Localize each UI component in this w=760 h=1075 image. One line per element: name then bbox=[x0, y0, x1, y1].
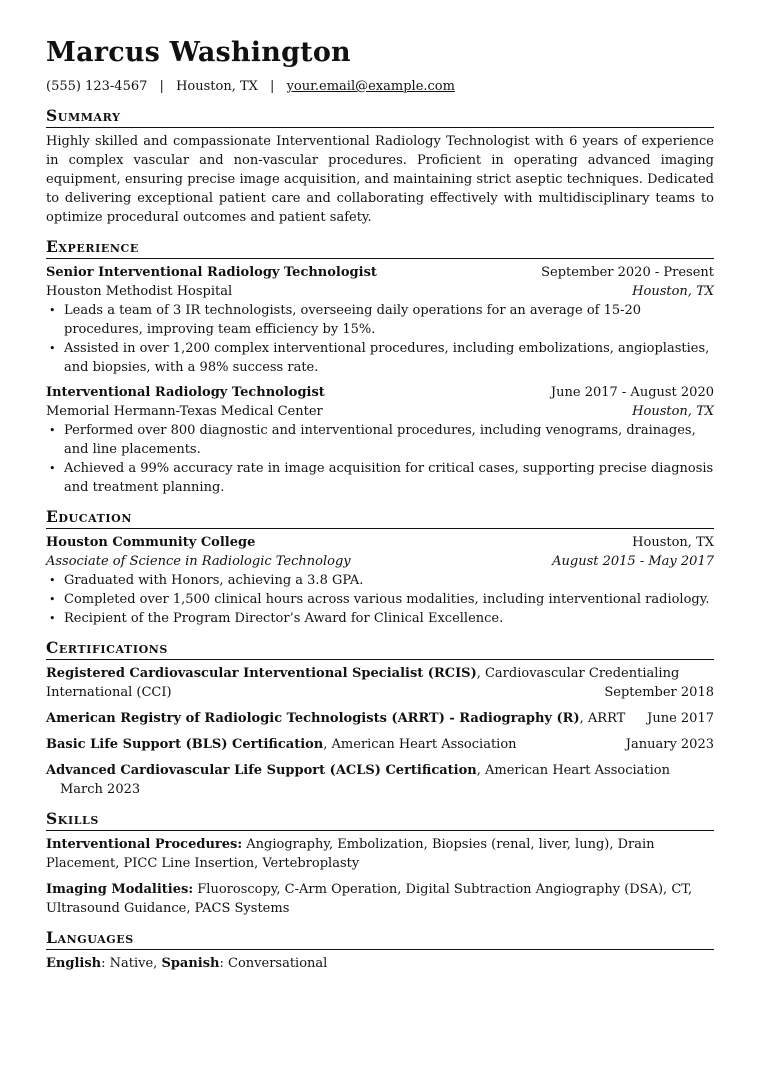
certification-name: Advanced Cardiovascular Life Support (ACLS) Certification bbox=[46, 763, 477, 778]
bullet-item: • Achieved a 99% accuracy rate in image acquisition for critical cases, supporting precise diagnosis and treatment planning. bbox=[64, 459, 714, 497]
job-entry bbox=[46, 263, 714, 377]
job-bullets bbox=[46, 301, 714, 377]
education-entry bbox=[46, 533, 714, 628]
certification-issuer: , American Heart Association bbox=[476, 763, 670, 778]
certification-name: American Registry of Radiologic Technologists (ARRT) - Radiography (R) bbox=[46, 711, 580, 726]
certification-name: Registered Cardiovascular Interventional Specialist (RCIS) bbox=[46, 666, 477, 681]
degree: Associate of Science in Radiologic Technology bbox=[46, 554, 351, 569]
section-title-summary: Summary bbox=[46, 106, 714, 128]
section-title-experience: Experience bbox=[46, 237, 714, 259]
certification-issuer: , ARRT bbox=[579, 711, 626, 726]
certification-issuer: , Cardiovascular Credentialing International (CCI) bbox=[46, 666, 680, 700]
skill-value: Angiography, Embolization, Biopsies (renal, liver, lung), Drain Placement, PICC Line Insertion, Vertebroplasty bbox=[46, 837, 655, 871]
language-name: Spanish bbox=[161, 956, 220, 971]
email-link[interactable]: your.email@example.com bbox=[286, 79, 455, 94]
job-dates: June 2017 - August 2020 bbox=[550, 385, 714, 400]
contact-line bbox=[46, 77, 714, 96]
skill-label: Interventional Procedures: bbox=[46, 837, 243, 852]
language-level: : Native, bbox=[101, 956, 162, 971]
languages-line bbox=[46, 954, 714, 973]
skill-label: Imaging Modalities: bbox=[46, 882, 194, 897]
section-title-skills: Skills bbox=[46, 809, 714, 831]
education-dates: August 2015 - May 2017 bbox=[552, 554, 714, 569]
certification-issuer: , American Heart Association bbox=[323, 737, 517, 752]
bullet-item: • Recipient of the Program Director’s Award for Clinical Excellence. bbox=[64, 609, 714, 628]
certification-item bbox=[46, 761, 714, 799]
section-title-education: Education bbox=[46, 507, 714, 529]
certification-item bbox=[46, 664, 714, 702]
language-name: English bbox=[46, 956, 102, 971]
candidate-name: Marcus Washington bbox=[46, 37, 351, 68]
education-bullets bbox=[46, 571, 714, 628]
job-title: Interventional Radiology Technologist bbox=[46, 385, 325, 400]
job-entry bbox=[46, 383, 714, 497]
job-title: Senior Interventional Radiology Technologist bbox=[46, 265, 377, 280]
language-level: : Conversational bbox=[219, 956, 328, 971]
skill-value: Fluoroscopy, C-Arm Operation, Digital Subtraction Angiography (DSA), CT, Ultrasound Guidance, PACS Systems bbox=[46, 882, 693, 916]
location: Houston, TX bbox=[176, 79, 258, 94]
job-location: Houston, TX bbox=[632, 404, 714, 419]
school-name: Houston Community College bbox=[46, 535, 256, 550]
certification-item bbox=[46, 735, 714, 754]
separator: | bbox=[270, 79, 275, 94]
summary-text: Highly skilled and compassionate Interventional Radiology Technologist with 6 years of experience in complex vascular and non-vascular procedures. Proficient in operating advanced imaging equipment, ensuring precise image acquisition, and maintaining strict aseptic techniques. Dedicated to delivering exceptional patient care and collaborating effectively with multidisciplinary teams to optimize procedural outcomes and patient safety. bbox=[46, 134, 714, 225]
certification-item bbox=[46, 709, 714, 728]
certification-date: January 2023 bbox=[625, 737, 714, 752]
bullet-item: • Performed over 800 diagnostic and interventional procedures, including venograms, drainages, and line placements. bbox=[64, 421, 714, 459]
separator: | bbox=[159, 79, 164, 94]
skill-item bbox=[46, 835, 714, 873]
certification-name: Basic Life Support (BLS) Certification bbox=[46, 737, 324, 752]
certification-date: September 2018 bbox=[604, 685, 714, 700]
employer: Memorial Hermann-Texas Medical Center bbox=[46, 404, 323, 419]
bullet-item: • Assisted in over 1,200 complex interventional procedures, including embolizations, angioplasties, and biopsies, with a 98% success rate. bbox=[64, 339, 714, 377]
job-bullets bbox=[46, 421, 714, 497]
employer: Houston Methodist Hospital bbox=[46, 284, 233, 299]
job-dates: September 2020 - Present bbox=[541, 265, 714, 280]
section-title-certifications: Certifications bbox=[46, 638, 714, 660]
bullet-item: • Leads a team of 3 IR technologists, overseeing daily operations for an average of 15-20 procedures, improving team efficiency by 15%. bbox=[64, 301, 714, 339]
skill-item bbox=[46, 880, 714, 918]
section-title-languages: Languages bbox=[46, 928, 714, 950]
school-location: Houston, TX bbox=[632, 535, 714, 550]
bullet-item: • Completed over 1,500 clinical hours across various modalities, including interventional radiology. bbox=[64, 590, 714, 609]
resume-page bbox=[46, 36, 714, 973]
bullet-item: • Graduated with Honors, achieving a 3.8 GPA. bbox=[64, 571, 714, 590]
phone: (555) 123-4567 bbox=[46, 79, 148, 94]
certification-date: June 2017 bbox=[647, 711, 714, 726]
certification-date: March 2023 bbox=[60, 782, 141, 797]
job-location: Houston, TX bbox=[632, 284, 714, 299]
